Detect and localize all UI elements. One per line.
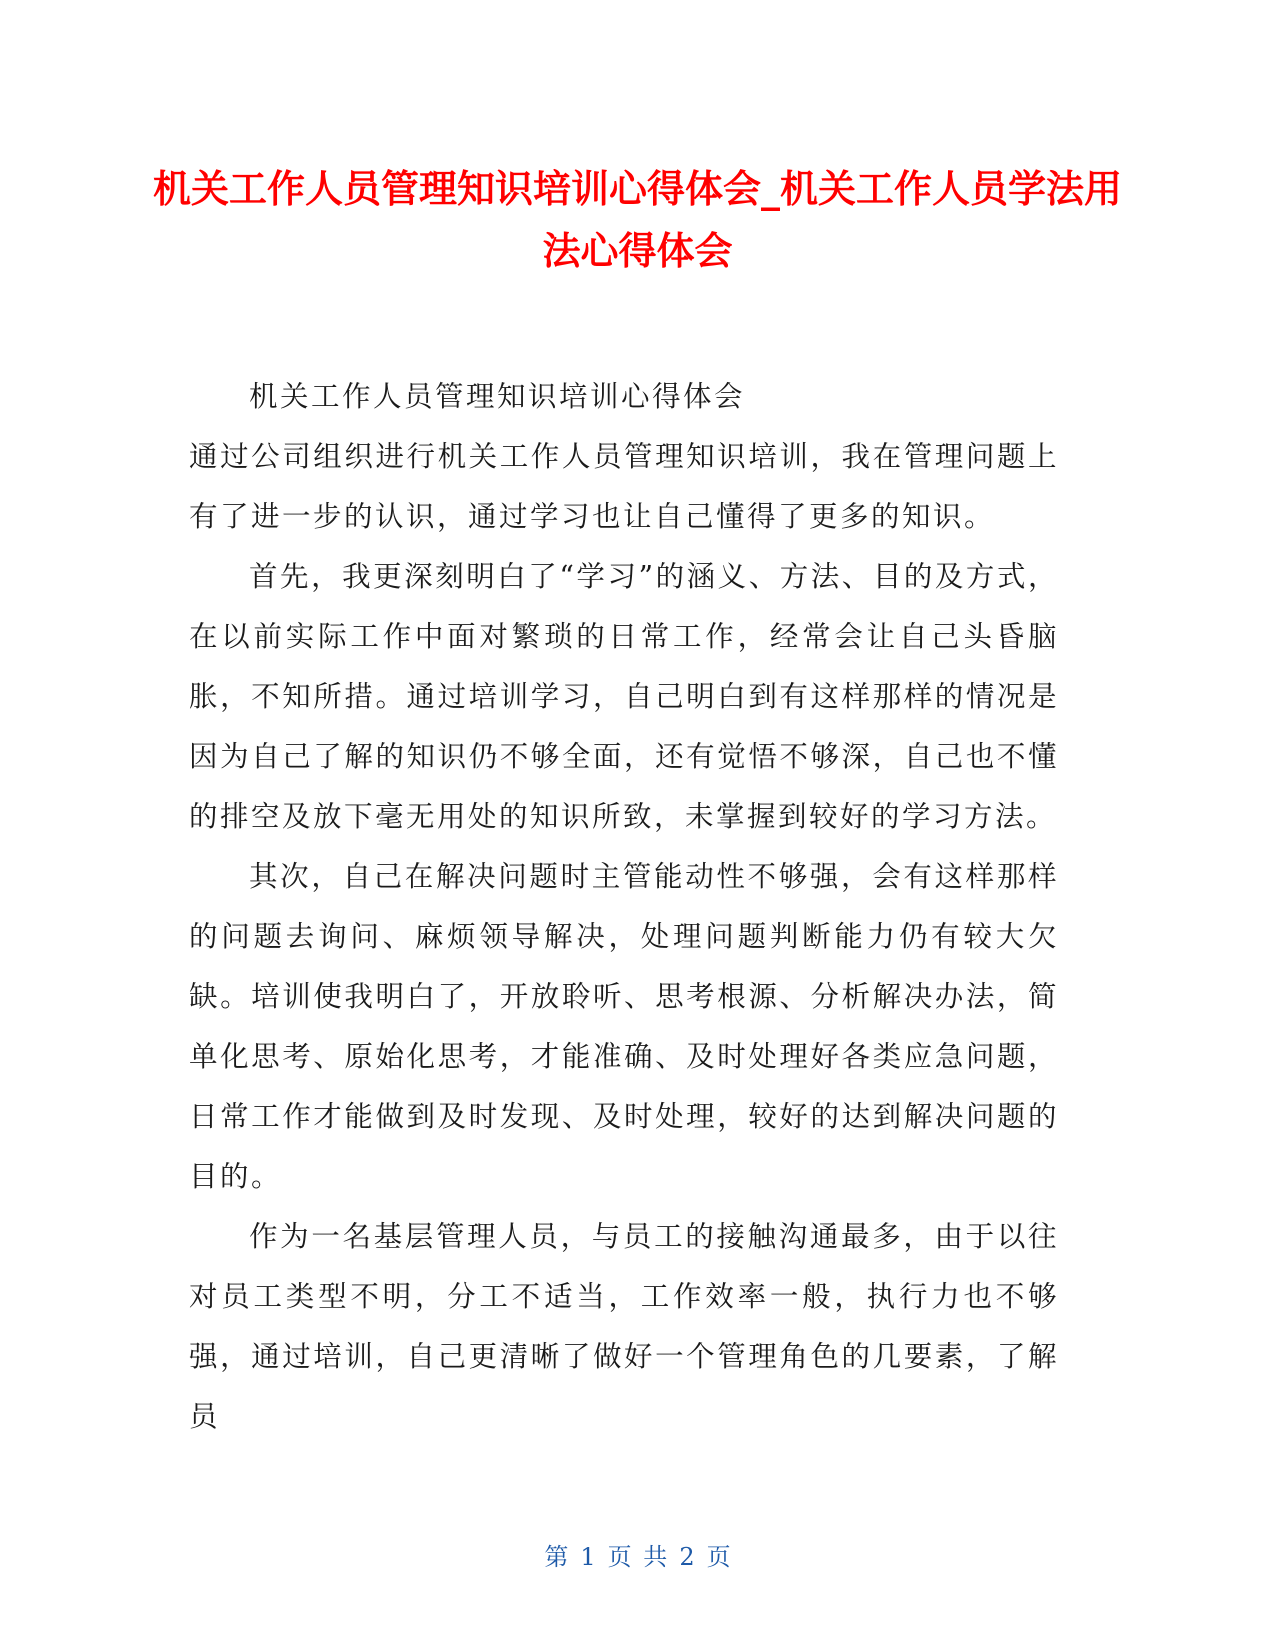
page-prefix: 第: [544, 1543, 569, 1571]
paragraph-intro: 通过公司组织进行机关工作人员管理知识培训，我在管理问题上有了进一步的认识，通过学习也让自己懂得了更多的知识。: [189, 440, 1059, 533]
page-total: 2: [679, 1543, 695, 1571]
page-current: 1: [580, 1543, 596, 1571]
paragraph-first: 首先，我更深刻明白了“学习”的涵义、方法、目的及方式，在以前实际工作中面对繁琐的日常工作，经常会让自己头昏脑胀，不知所措。通过培训学习，自己明白到有这样那样的情况是因为自己了解的知识仍不够全面，还有觉悟不够深，自己也不懂的排空及放下毫无用处的知识所致，未掌握到较好的学习方法。: [189, 560, 1059, 833]
page-suffix: 页: [706, 1543, 731, 1571]
paragraph-second: 其次，自己在解决问题时主管能动性不够强，会有这样那样的问题去询问、麻烦领导解决，处理问题判断能力仍有较大欠缺。培训使我明白了，开放聆听、思考根源、分析解决办法，简单化思考、原始化思考，才能准确、及时处理好各类应急问题，日常工作才能做到及时发现、及时处理，较好的达到解决问题的目的。: [189, 860, 1059, 1193]
document-subtitle: 机关工作人员管理知识培训心得体会: [249, 380, 746, 413]
page-mid: 页 共: [607, 1543, 668, 1571]
page-number-footer: [0, 1537, 1275, 1572]
paragraph-third: 作为一名基层管理人员，与员工的接触沟通最多，由于以往对员工类型不明，分工不适当，工作效率一般，执行力也不够强，通过培训，自己更清晰了做好一个管理角色的几要素，了解员: [189, 1220, 1059, 1433]
document-title: 机关工作人员管理知识培训心得体会_机关工作人员学法用法心得体会: [152, 167, 1122, 273]
document-body: [189, 367, 1059, 1447]
